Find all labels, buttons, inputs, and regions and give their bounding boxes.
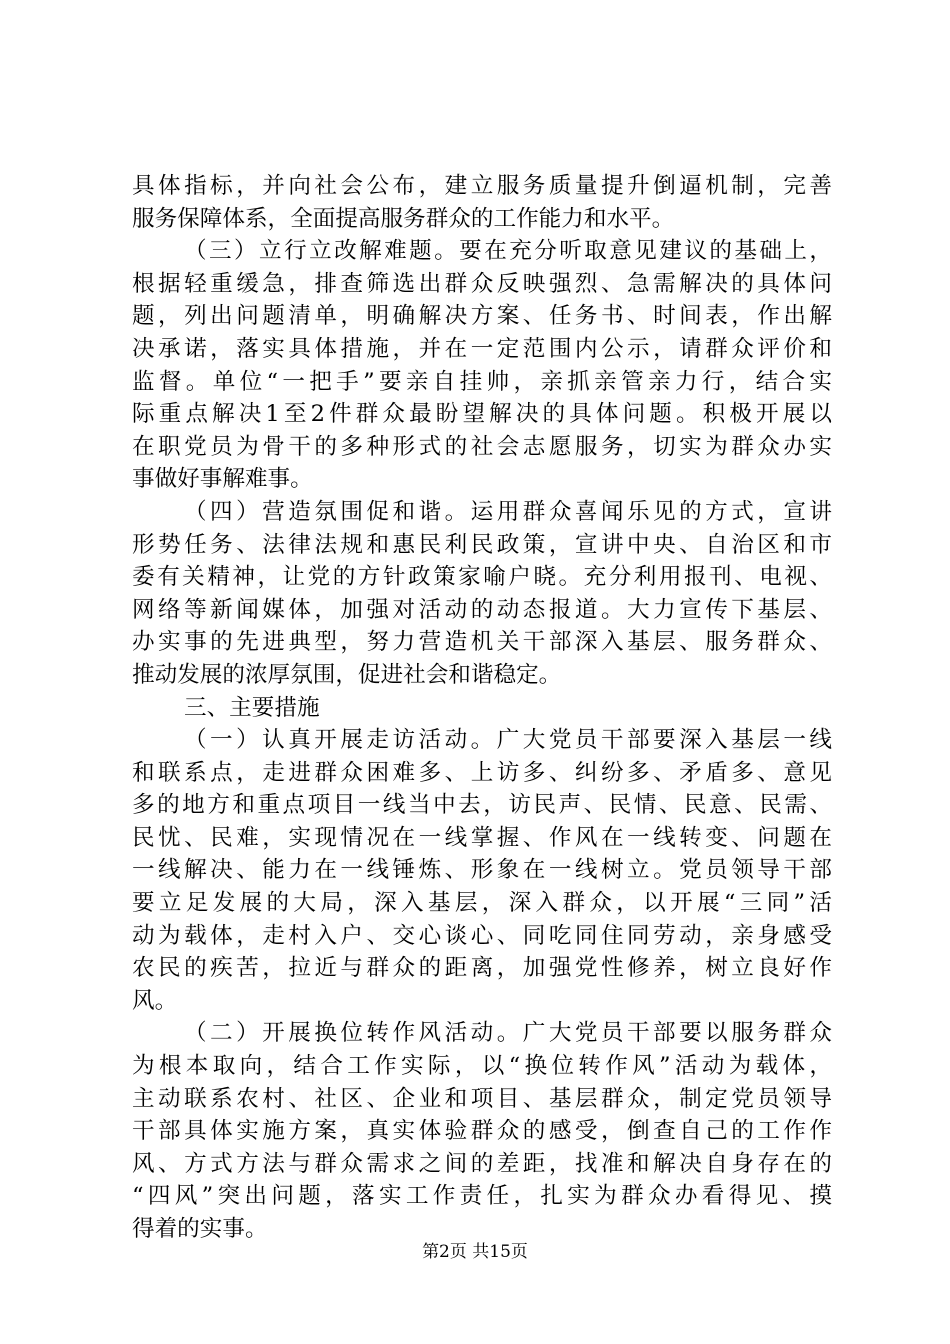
text-line: （二）开展换位转作风活动。广大党员干部要以服务群众	[184, 1020, 832, 1047]
text-line: 风、方式方法与群众需求之间的差距，找准和解决自身存在的	[132, 1150, 832, 1177]
text-line: 委有关精神，让党的方针政策家喻户晓。充分利用报刊、电视、	[132, 564, 832, 591]
text-line: 干部具体实施方案，真实体验群众的感受，倒查自己的工作作	[132, 1118, 832, 1145]
text-line: 题，列出问题清单，明确解决方案、任务书、时间表，作出解	[132, 303, 832, 330]
text-line: 三、主要措施	[184, 694, 320, 721]
text-line: 得着的实事。	[132, 1216, 268, 1242]
text-line: 根据轻重缓急，排查筛选出群众反映强烈、急需解决的具体问	[132, 270, 832, 297]
text-line: 事做好事解难事。	[132, 466, 313, 493]
text-line: 多的地方和重点项目一线当中去，访民声、民情、民意、民需、	[132, 792, 832, 819]
text-line: 动为载体，走村入户、交心谈心、同吃同住同劳动，亲身感受	[132, 922, 832, 949]
text-line: 一线解决、能力在一线锤炼、形象在一线树立。党员领导干部	[132, 857, 832, 884]
text-line: 要立足发展的大局，深入基层，深入群众，以开展“三同”活	[132, 890, 832, 917]
text-line: 服务保障体系，全面提高服务群众的工作能力和水平。	[132, 205, 675, 232]
text-line: 主动联系农村、社区、企业和项目、基层群众，制定党员领导	[132, 1085, 832, 1112]
text-line: 际重点解决1至2件群众最盼望解决的具体问题。积极开展以	[132, 401, 832, 428]
text-line: 决承诺，落实具体措施，并在一定范围内公示，请群众评价和	[132, 335, 832, 362]
text-line: （三）立行立改解难题。要在充分听取意见建议的基础上，	[184, 238, 832, 265]
text-line: 风。	[132, 987, 178, 1014]
text-line: 在职党员为骨干的多种形式的社会志愿服务，切实为群众办实	[132, 433, 832, 460]
text-line: 农民的疾苦，拉近与群众的距离，加强党性修养，树立良好作	[132, 955, 832, 982]
document-body	[132, 170, 832, 1246]
text-line: 具体指标，并向社会公布，建立服务质量提升倒逼机制，完善	[132, 173, 832, 199]
text-line: 办实事的先进典型，努力营造机关干部深入基层、服务群众、	[132, 629, 832, 656]
text-line: （四）营造氛围促和谐。运用群众喜闻乐见的方式，宣讲	[184, 498, 832, 525]
text-line: （一）认真开展走访活动。广大党员干部要深入基层一线	[184, 727, 832, 754]
text-line: 和联系点，走进群众困难多、上访多、纠纷多、矛盾多、意见	[132, 759, 832, 786]
text-line: 形势任务、法律法规和惠民利民政策，宣讲中央、自治区和市	[132, 531, 832, 558]
text-line: 推动发展的浓厚氛围，促进社会和谐稳定。	[132, 661, 562, 688]
text-line: “四风”突出问题，落实工作责任，扎实为群众办看得见、摸	[132, 1183, 832, 1210]
page-footer: 第2页 共15页	[422, 1242, 528, 1262]
text-line: 网络等新闻媒体，加强对活动的动态报道。大力宣传下基层、	[132, 596, 832, 623]
text-line: 监督。单位“一把手”要亲自挂帅，亲抓亲管亲力行，结合实	[132, 368, 832, 395]
text-line: 民忧、民难，实现情况在一线掌握、作风在一线转变、问题在	[132, 824, 832, 851]
text-line: 为根本取向，结合工作实际，以“换位转作风”活动为载体，	[132, 1053, 832, 1080]
